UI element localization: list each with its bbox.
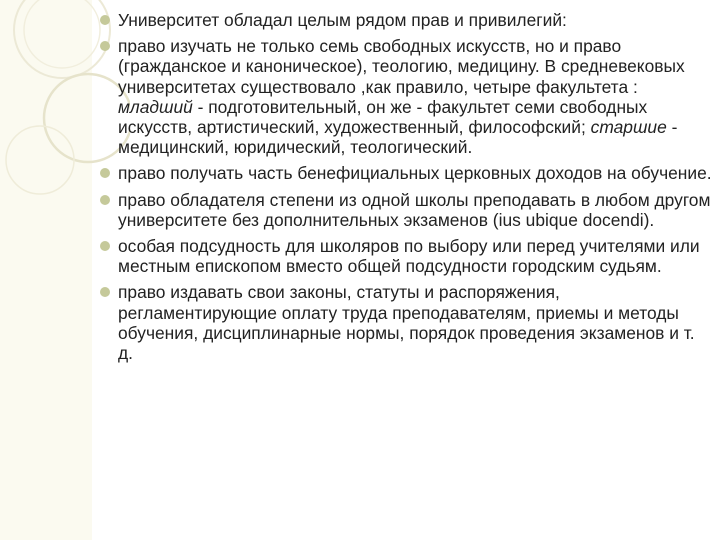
bullet-text-part: - медицинский, юридический, теологический. — [118, 117, 678, 158]
bullet-item — [100, 10, 714, 30]
bullet-item — [100, 36, 714, 157]
bullet-marker-icon — [100, 241, 110, 251]
bullet-item — [100, 282, 714, 363]
bullet-marker-icon — [100, 287, 110, 297]
bullet-list — [100, 10, 714, 363]
slide-content — [100, 10, 714, 369]
emphasis-junior: младший — [118, 96, 193, 117]
bullet-text: право обладателя степени из одной школы преподавать в любом другом университете без дополнительных экзаменов (ius ubique docendi). — [118, 189, 711, 230]
bullet-text-part: право изучать не только семь свободных искусств, но и право (гражданское и каноническое), теологию, медицину. В средневековых университетах существовало ,как правило, четыре факультета : — [118, 36, 685, 97]
bullet-marker-icon — [100, 41, 110, 51]
bullet-item — [100, 190, 714, 230]
bullet-item — [100, 236, 714, 276]
bullet-text: особая подсудность для школяров по выбору или перед учителями или местным епископом вместо общей подсудности городским судьям. — [118, 236, 700, 277]
bullet-marker-icon — [100, 168, 110, 178]
bullet-text: Университет обладал целым рядом прав и привилегий: — [118, 10, 567, 30]
bullet-marker-icon — [100, 15, 110, 25]
bullet-text: право издавать свои законы, статуты и распоряжения, регламентирующие оплату труда преподавателям, приемы и методы обучения, дисциплинарные нормы, порядок проведения экзаменов и т. д. — [118, 282, 695, 364]
emphasis-senior: старшие — [590, 117, 667, 138]
bullet-marker-icon — [100, 195, 110, 205]
bullet-item — [100, 163, 714, 183]
bullet-text-part: - подготовительный, он же - факультет семи свободных искусств, артистический, художественный, философский; — [118, 96, 648, 138]
bullet-text: право получать часть бенефициальных церковных доходов на обучение. — [118, 163, 712, 184]
